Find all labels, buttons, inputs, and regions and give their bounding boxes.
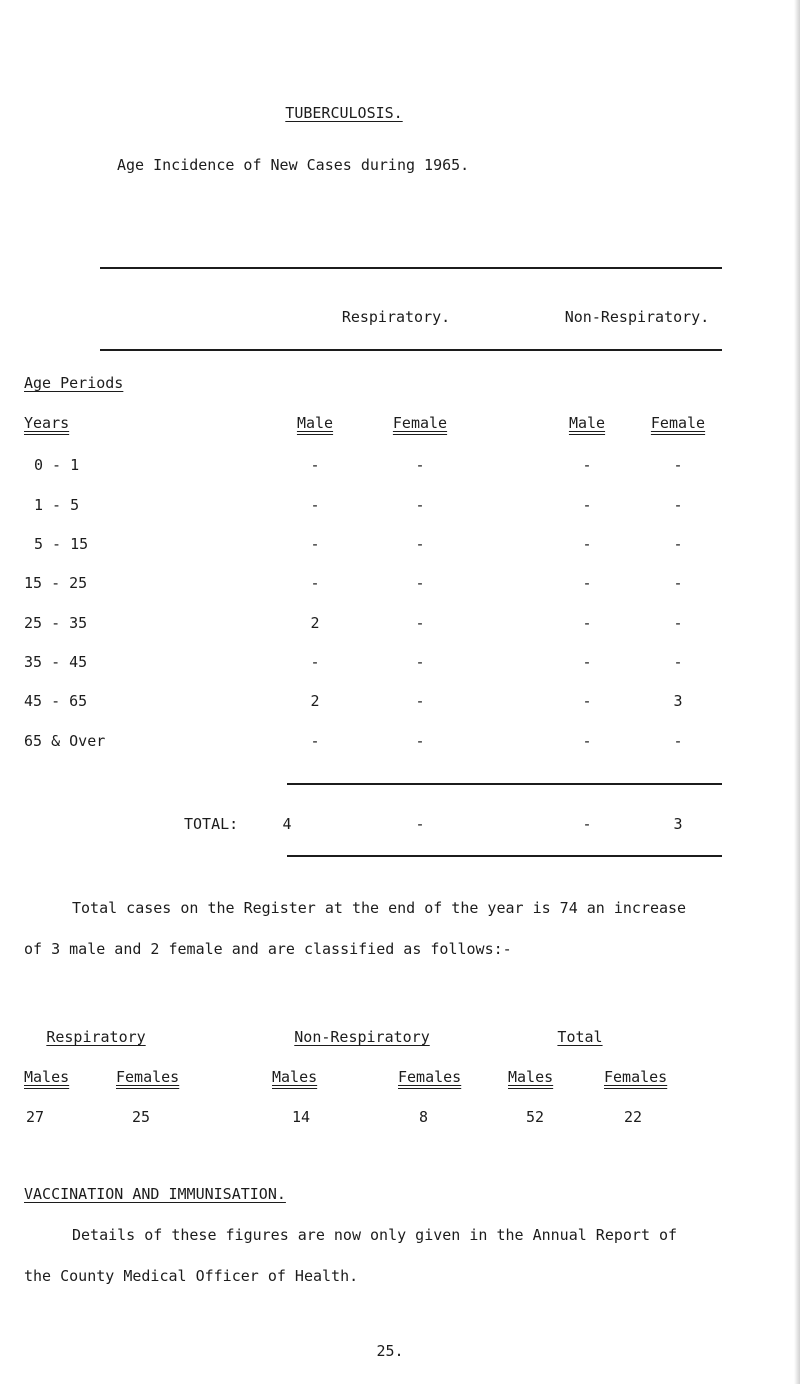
col-header-resp-male: Male xyxy=(296,414,334,432)
table-cell: 2 xyxy=(310,692,320,710)
register-text-line-2: of 3 male and 2 female and are classified as follows:- xyxy=(24,940,512,958)
value-cell: 22 xyxy=(624,1108,643,1126)
table-cell: - xyxy=(415,456,425,474)
table-cell: 2 xyxy=(310,614,320,632)
value-cell: 14 xyxy=(292,1108,311,1126)
table-cell: - xyxy=(582,456,592,474)
table-cell: - xyxy=(582,535,592,553)
table-cell: - xyxy=(415,692,425,710)
table-cell: - xyxy=(673,535,683,553)
page-edge-shadow xyxy=(794,0,800,1384)
table-cell: - xyxy=(310,653,320,671)
header-females: Females xyxy=(398,1068,462,1086)
table-cell: - xyxy=(415,653,425,671)
table-cell: - xyxy=(582,614,592,632)
age-period-cell: 1 - 5 xyxy=(34,496,80,514)
age-period-cell: 45 - 65 xyxy=(24,692,88,710)
table-cell: - xyxy=(582,496,592,514)
table-cell: - xyxy=(415,574,425,592)
table-cell: - xyxy=(415,732,425,750)
table-cell: - xyxy=(582,653,592,671)
table-cell: - xyxy=(673,456,683,474)
header-males: Males xyxy=(508,1068,554,1086)
table-cell: - xyxy=(582,574,592,592)
group-header-non-respiratory: Non-Respiratory. xyxy=(564,308,710,326)
age-periods-label: Age Periods xyxy=(24,374,124,392)
table-top-rule xyxy=(100,267,722,269)
table-cell: - xyxy=(415,496,425,514)
table-cell: - xyxy=(415,535,425,553)
age-period-cell: 35 - 45 xyxy=(24,653,88,671)
value-cell: 8 xyxy=(419,1108,429,1126)
page-number: 25. xyxy=(376,1342,404,1360)
table-cell: - xyxy=(673,574,683,592)
col-header-resp-female: Female xyxy=(392,414,448,432)
table-cell: - xyxy=(673,496,683,514)
header-females: Females xyxy=(116,1068,180,1086)
years-label: Years xyxy=(24,414,70,432)
group-respiratory: Respiratory xyxy=(46,1028,146,1046)
table-cell: - xyxy=(582,732,592,750)
header-males: Males xyxy=(24,1068,70,1086)
page-subtitle: Age Incidence of New Cases during 1965. xyxy=(117,156,470,174)
vaccination-text-line-2: the County Medical Officer of Health. xyxy=(24,1267,359,1285)
table-cell: - xyxy=(310,456,320,474)
total-cell: 3 xyxy=(673,815,683,833)
table-cell: - xyxy=(673,732,683,750)
value-cell: 52 xyxy=(526,1108,545,1126)
value-cell: 25 xyxy=(132,1108,151,1126)
table-cell: - xyxy=(310,574,320,592)
age-period-cell: 65 & Over xyxy=(24,732,106,750)
age-period-cell: 5 - 15 xyxy=(34,535,89,553)
total-top-rule xyxy=(287,783,722,785)
total-label: TOTAL: xyxy=(184,815,239,833)
header-males: Males xyxy=(272,1068,318,1086)
group-non-respiratory: Non-Respiratory xyxy=(294,1028,430,1046)
header-females: Females xyxy=(604,1068,668,1086)
age-period-cell: 25 - 35 xyxy=(24,614,88,632)
age-period-cell: 0 - 1 xyxy=(34,456,80,474)
col-header-nonresp-male: Male xyxy=(568,414,606,432)
table-cell: - xyxy=(310,496,320,514)
value-cell: 27 xyxy=(26,1108,45,1126)
group-total: Total xyxy=(557,1028,603,1046)
vaccination-text-line-1: Details of these figures are now only given in the Annual Report of xyxy=(72,1226,678,1244)
vaccination-heading: VACCINATION AND IMMUNISATION. xyxy=(24,1185,286,1203)
table-cell: - xyxy=(582,692,592,710)
total-bottom-rule xyxy=(287,855,722,857)
table-cell: - xyxy=(310,732,320,750)
total-cell: - xyxy=(582,815,592,833)
table-cell: - xyxy=(415,614,425,632)
page-heading: TUBERCULOSIS. xyxy=(285,104,403,122)
register-text-line-1: Total cases on the Register at the end of the year is 74 an increase xyxy=(72,899,687,917)
total-cell: 4 xyxy=(282,815,292,833)
table-cell: - xyxy=(673,653,683,671)
table-cell: - xyxy=(673,614,683,632)
table-cell: - xyxy=(310,535,320,553)
group-header-respiratory: Respiratory. xyxy=(341,308,451,326)
col-header-nonresp-female: Female xyxy=(650,414,706,432)
total-cell: - xyxy=(415,815,425,833)
table-cell: 3 xyxy=(673,692,683,710)
table-header-rule xyxy=(100,349,722,351)
age-period-cell: 15 - 25 xyxy=(24,574,88,592)
